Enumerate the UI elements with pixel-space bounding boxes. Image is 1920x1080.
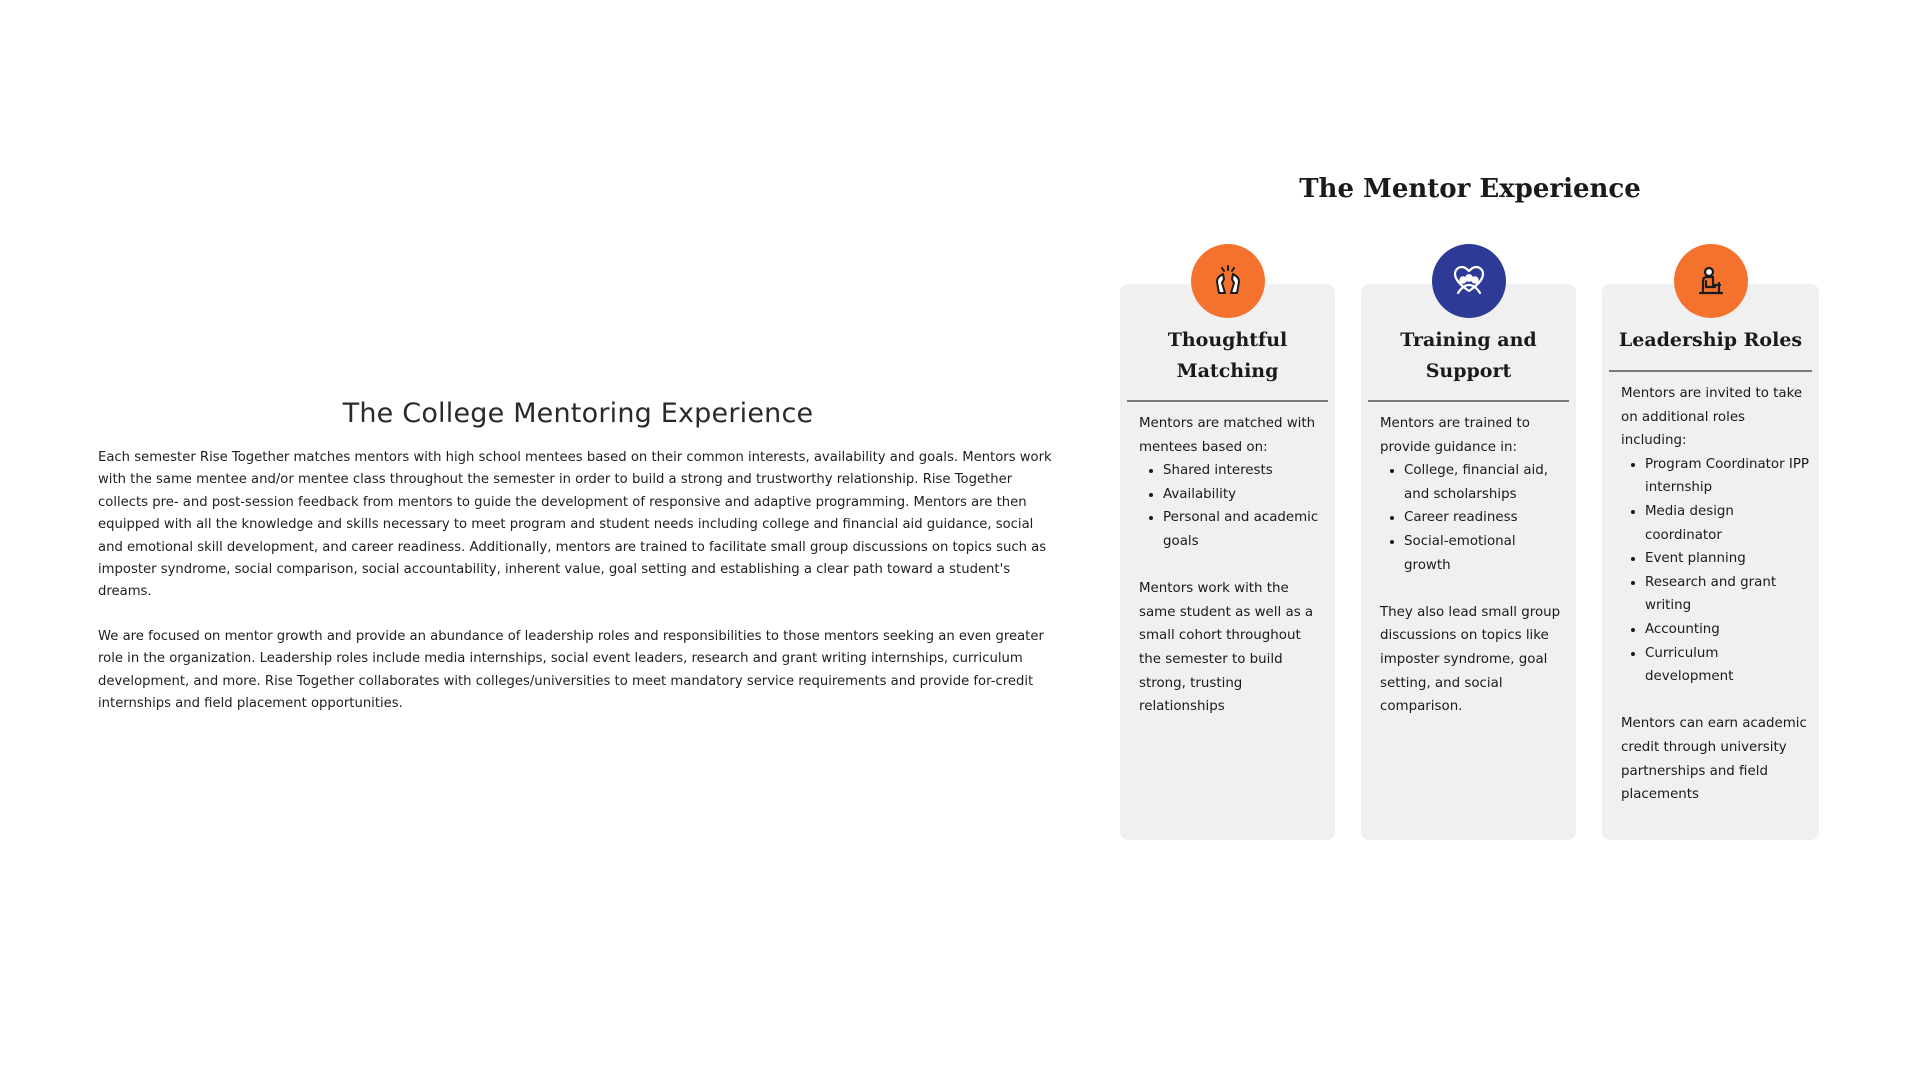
list-item: • Shared interests [1163, 459, 1325, 483]
card-training-support [1361, 284, 1576, 840]
card-intro: Mentors are invited to take on additional roles including: [1621, 386, 1803, 449]
card-title: Leadership Roles [1618, 329, 1803, 351]
card-body [1621, 382, 1809, 807]
leadership-paragraph: We are focused on mentor growth and provide an abundance of leadership roles and responsibilities to those mentors seeking an even greater role in the organization. Leadership roles include media internships, social event leaders, research and grant writing internships, curriculum development, and more. Rise Together collaborates with colleges/universities to meet mandatory service requirements and provide for-credit internships and field placement opportunities. [98, 628, 1044, 712]
high-five-icon [1191, 244, 1265, 318]
card-intro: Mentors are matched with mentees based on: [1139, 416, 1316, 455]
card-outro: Mentors work with the same student as well as a small cohort throughout the semester to build strong, trusting relationships [1139, 581, 1314, 715]
list-item: • Availability [1163, 483, 1325, 507]
card-bullets [1139, 459, 1325, 553]
divider [1609, 370, 1812, 372]
college-mentoring-title: The College Mentoring Experience [342, 398, 814, 429]
mentor-experience-graphic [1120, 170, 1820, 850]
list-item: • Program Coordinator IPP internship [1645, 453, 1809, 500]
mentor-experience-title: The Mentor Experience [1299, 174, 1641, 204]
card-body [1139, 412, 1325, 719]
card-thoughtful-matching [1120, 284, 1335, 840]
card-outro: Mentors can earn academic credit through university partnerships and field placements [1621, 716, 1807, 803]
list-item: • Curriculum development [1645, 642, 1809, 689]
card-outro: They also lead small group discussions on topics like imposter syndrome, goal setting, and social comparison. [1380, 604, 1561, 715]
card-body [1380, 412, 1566, 719]
list-item: • Personal and academic goals [1163, 506, 1325, 553]
leader-seat-icon [1674, 244, 1748, 318]
college-mentoring-section [98, 398, 1058, 737]
list-item: • Career readiness [1404, 506, 1566, 530]
divider [1368, 400, 1569, 402]
card-title: Training and Support [1400, 329, 1537, 382]
card-title: Thoughtful Matching [1167, 329, 1288, 382]
card-bullets [1380, 459, 1566, 577]
group-support-icon [1432, 244, 1506, 318]
list-item: • Event planning [1645, 547, 1809, 571]
list-item: • Social-emotional growth [1404, 530, 1566, 577]
list-item: • Research and grant writing [1645, 571, 1809, 618]
divider [1127, 400, 1328, 402]
list-item: • Media design coordinator [1645, 500, 1809, 547]
intro-paragraph: Each semester Rise Together matches mentors with high school mentees based on their common interests, availability and goals. Mentors work with the same mentee and/or mentee class throughout the semester in order to build a strong and trustworthy relationship. Rise Together collects pre- and post-session feedback from mentors to guide the development of responsive and adaptive programming. Mentors are then equipped with all the knowledge and skills necessary to meet program and student needs including college and financial aid guidance, social and emotional skill development, and career readiness. Additionally, mentors are trained to facilitate small group discussions on topics such as imposter syndrome, social comparison, social accountability, inherent value, goal setting and establishing a clear path toward a student's dreams. [98, 450, 1052, 600]
list-item: • Accounting [1645, 618, 1809, 642]
card-bullets [1621, 453, 1809, 689]
card-leadership-roles [1602, 284, 1819, 840]
card-intro: Mentors are trained to provide guidance in: [1380, 416, 1530, 455]
list-item: • College, financial aid, and scholarships [1404, 459, 1566, 506]
